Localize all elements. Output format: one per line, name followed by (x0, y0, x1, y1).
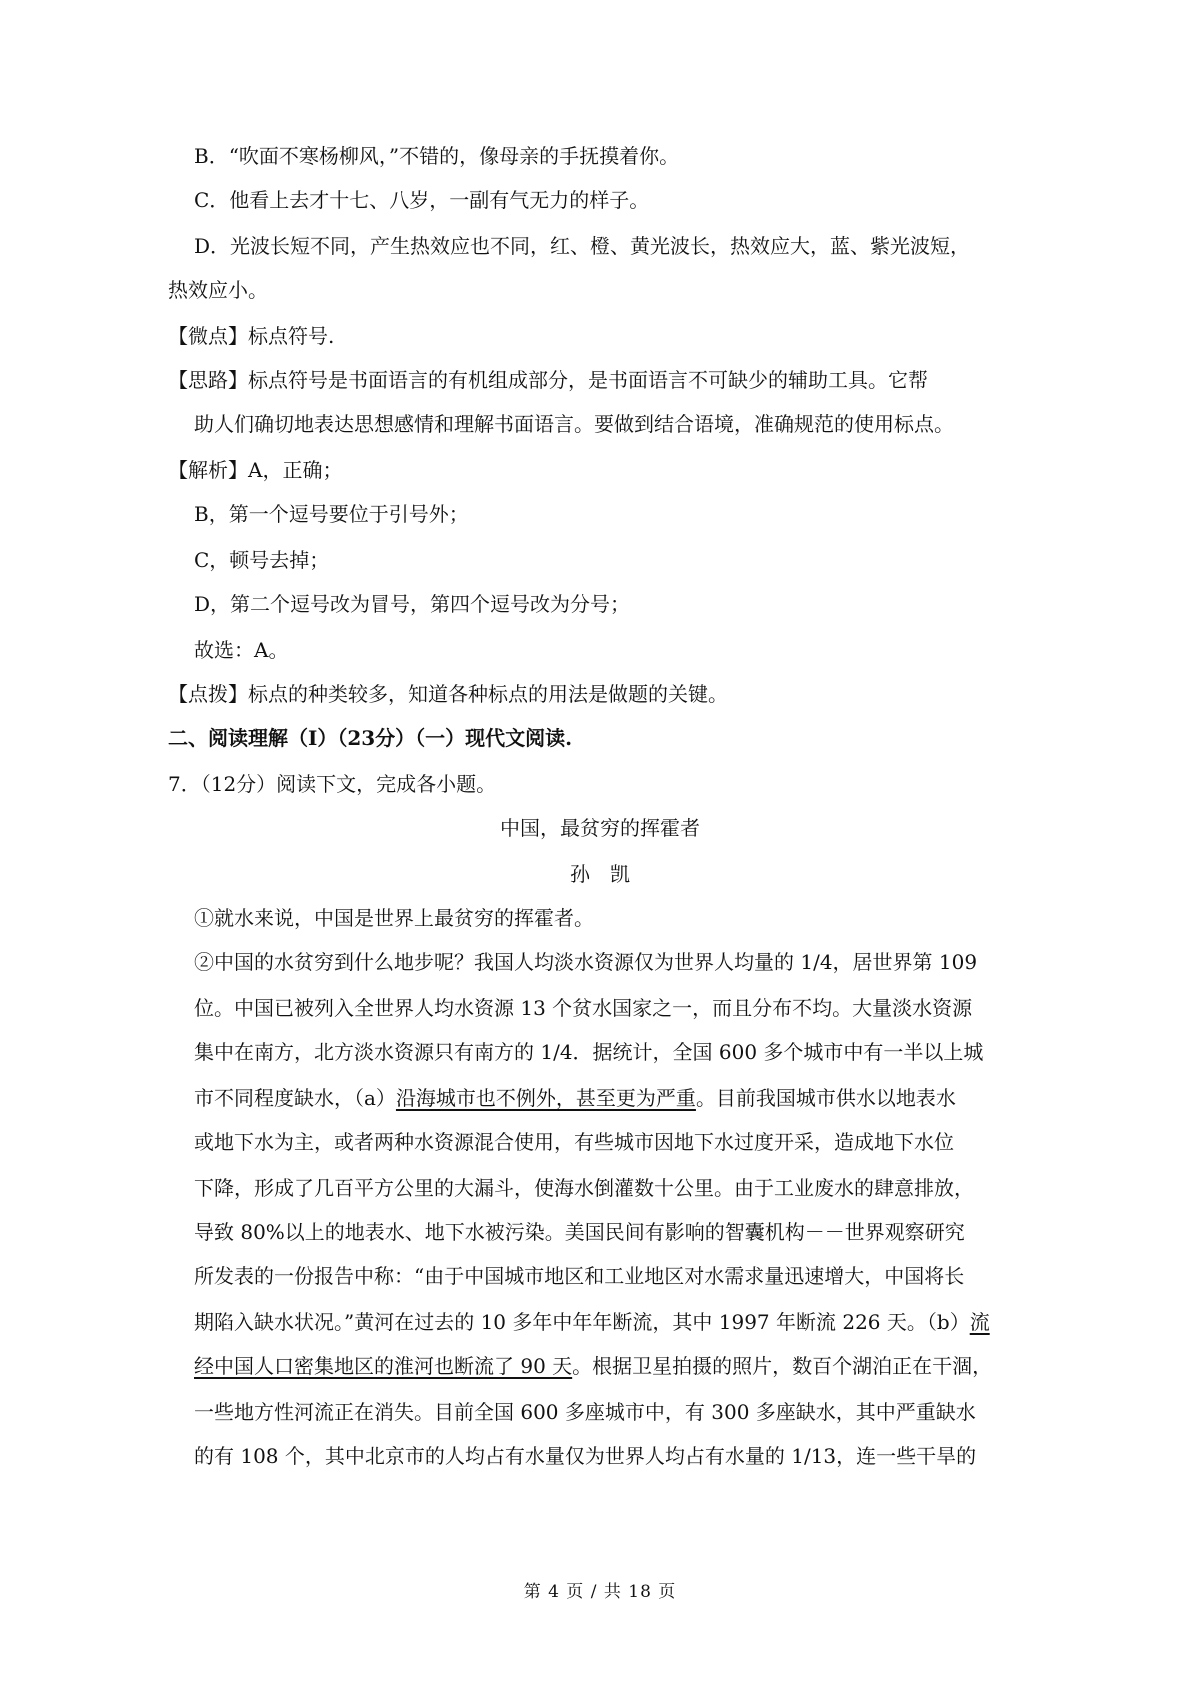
paragraph-2-line-1: ②中国的水贫穷到什么地步呢？我国人均淡水资源仅为世界人均量的 1/4，居世界第 109 (194, 950, 978, 974)
jiexi-d: D，第二个逗号改为冒号，第四个逗号改为分号； (194, 592, 631, 616)
paragraph-2-line-7: 导致 80%以上的地表水、地下水被污染。美国民间有影响的智囊机构－－世界观察研究 (194, 1220, 965, 1244)
jiexi-a: 【解析】A，正确； (168, 458, 343, 482)
paragraph-2-line-4 (194, 1084, 956, 1112)
underlined-sentence-b-start: 流 (969, 1310, 990, 1334)
text-segment: 。目前我国城市供水以地表水 (695, 1086, 956, 1110)
underlined-sentence-a: 沿海城市也不例外，甚至更为严重 (395, 1086, 696, 1110)
option-c: C．他看上去才十七、八岁，一副有气无力的样子。 (194, 188, 650, 212)
paragraph-2-line-11: 一些地方性河流正在消失。目前全国 600 多座城市中，有 300 多座缺水，其中严重缺水 (194, 1400, 976, 1424)
silu-line-1: 【思路】标点符号是书面语言的有机组成部分，是书面语言不可缺少的辅助工具。它帮 (168, 368, 928, 392)
article-title: 中国，最贫穷的挥霍者 (500, 816, 700, 840)
text-segment: 市不同程度缺水，（a） (194, 1086, 396, 1110)
paragraph-2-line-2: 位。中国已被列入全世界人均水资源 13 个贫水国家之一，而且分布不均。大量淡水资源 (194, 996, 973, 1020)
answer-choice: 故选：A。 (194, 638, 289, 662)
text-segment: 期陷入缺水状况。”黄河在过去的 10 多年中年年断流，其中 1997 年断流 226 天。（b） (194, 1310, 970, 1334)
option-b: B．“吹面不寒杨柳风，”不错的，像母亲的手抚摸着你。 (194, 144, 680, 168)
option-d-line-2: 热效应小。 (168, 278, 268, 302)
text-segment: 。根据卫星拍摄的照片，数百个湖泊正在干涸， (572, 1354, 993, 1378)
question-7: 7．（12分）阅读下文，完成各小题。 (168, 772, 497, 796)
option-d-line-1: D．光波长短不同，产生热效应也不同，红、橙、黄光波长，热效应大，蓝、紫光波短， (194, 234, 971, 258)
weidian-label: 【微点】标点符号. (168, 324, 335, 348)
jiexi-c: C，顿号去掉； (194, 548, 330, 572)
paragraph-2-line-6: 下降，形成了几百平方公里的大漏斗，使海水倒灌数十公里。由于工业废水的肆意排放， (194, 1176, 974, 1200)
paragraph-2-line-3: 集中在南方，北方淡水资源只有南方的 1/4．据统计，全国 600 多个城市中有一半以上城 (194, 1040, 984, 1064)
dianbo-label: 【点拨】标点的种类较多，知道各种标点的用法是做题的关键。 (168, 682, 728, 706)
paragraph-2-line-8: 所发表的一份报告中称：“由于中国城市地区和工业地区对水需求量迅速增大，中国将长 (194, 1264, 965, 1288)
paragraph-1: ①就水来说，中国是世界上最贫穷的挥霍者。 (194, 906, 594, 930)
silu-line-2: 助人们确切地表达思想感情和理解书面语言。要做到结合语境，准确规范的使用标点。 (194, 412, 954, 436)
article-author: 孙 凯 (570, 862, 630, 886)
jiexi-b: B，第一个逗号要位于引号外； (194, 502, 469, 526)
paragraph-2-line-9 (194, 1308, 990, 1336)
paragraph-2-line-12: 的有 108 个，其中北京市的人均占有水量仅为世界人均占有水量的 1/13，连一些干旱的 (194, 1444, 977, 1468)
section-heading: 二、阅读理解（Ⅰ）（23分）（一）现代文阅读. (168, 726, 573, 750)
underlined-sentence-b-end: 经中国人口密集地区的淮河也断流了 90 天 (194, 1354, 573, 1378)
page-footer: 第 4 页 / 共 18 页 (523, 1582, 677, 1602)
paragraph-2-line-10 (194, 1352, 992, 1380)
paragraph-2-line-5: 或地下水为主，或者两种水资源混合使用，有些城市因地下水过度开采，造成地下水位 (194, 1130, 954, 1154)
